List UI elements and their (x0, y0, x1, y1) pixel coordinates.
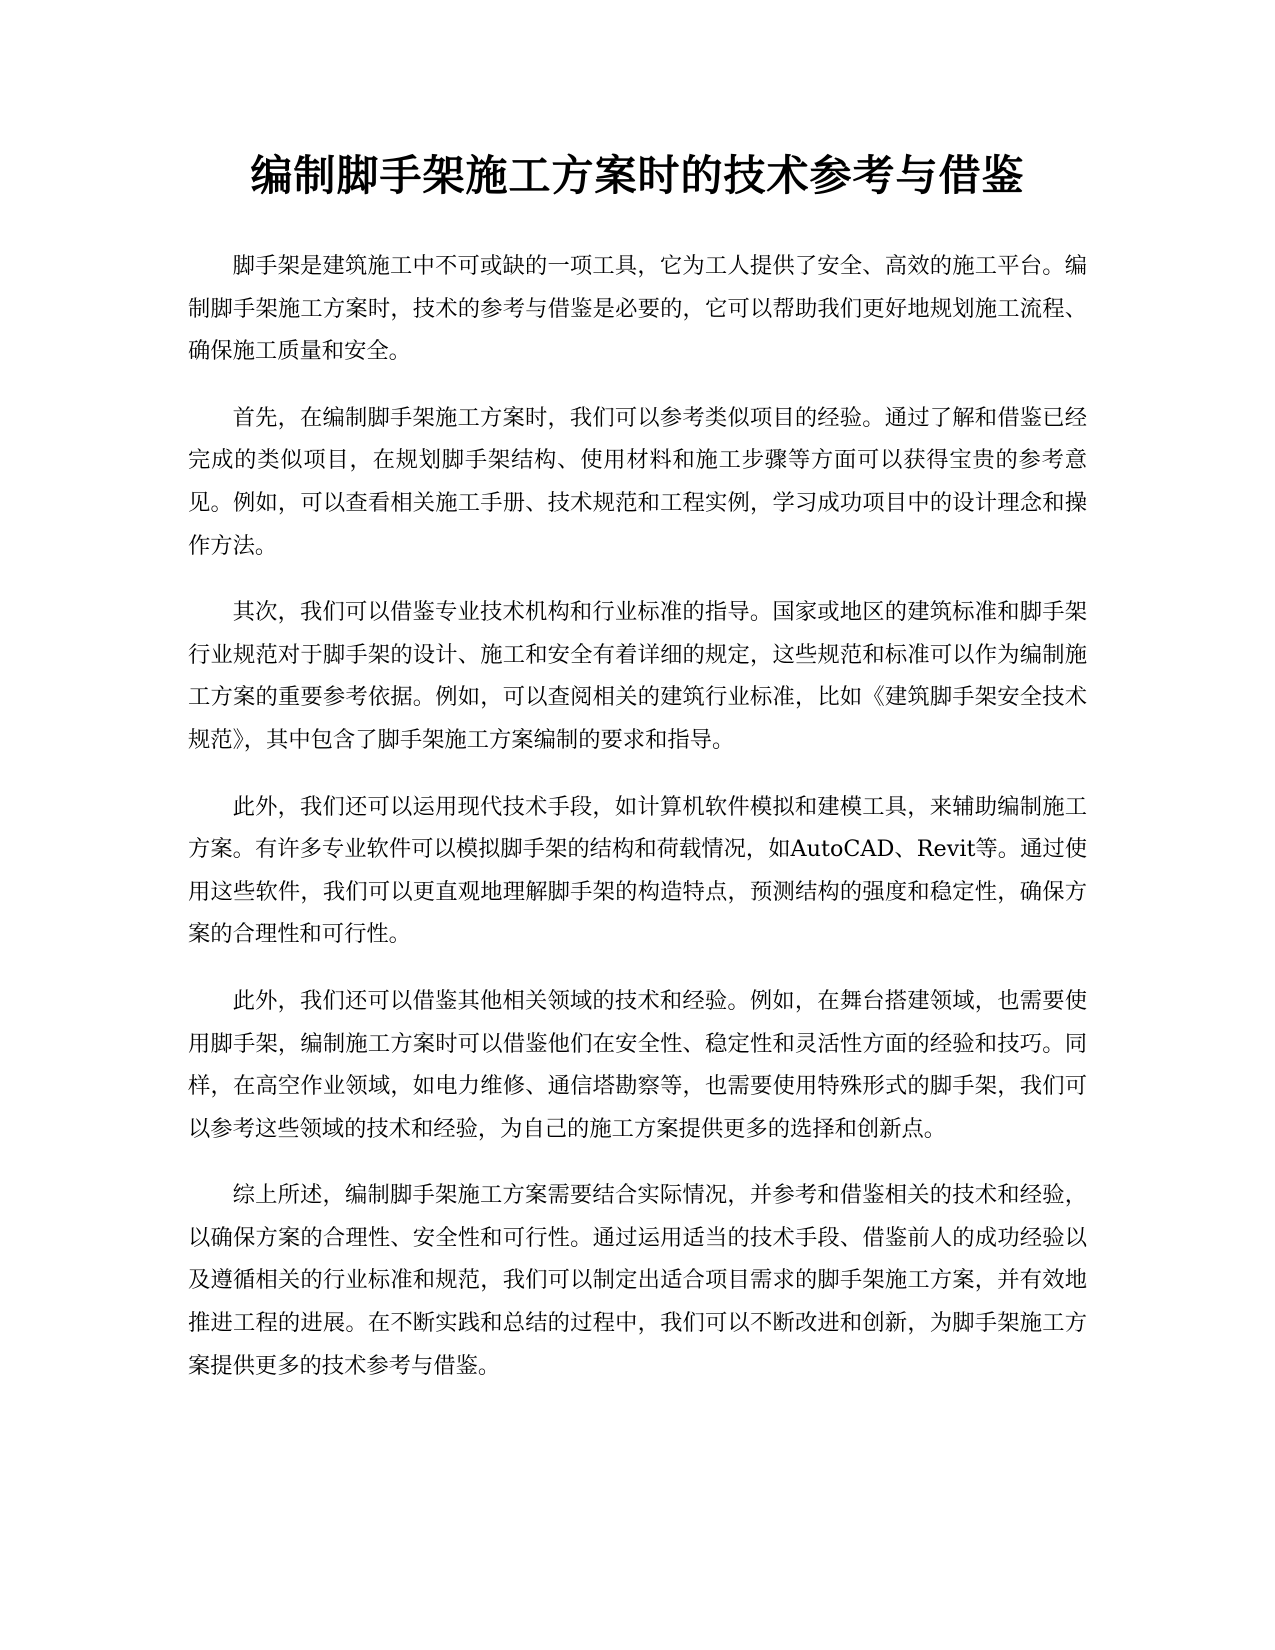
paragraph-similar-projects: 首先，在编制脚手架施工方案时，我们可以参考类似项目的经验。通过了解和借鉴已经完成的类似项目，在规划脚手架结构、使用材料和施工步骤等方面可以获得宝贵的参考意见。例如，可以查看相关施工手册、技术规范和工程实例，学习成功项目中的设计理念和操作方法。 (188, 404, 1087, 559)
paragraph-conclusion: 综上所述，编制脚手架施工方案需要结合实际情况，并参考和借鉴相关的技术和经验，以确保方案的合理性、安全性和可行性。通过运用适当的技术手段、借鉴前人的成功经验以及遵循相关的行业标准和规范，我们可以制定出适合项目需求的脚手架施工方案，并有效地推进工程的进展。在不断实践和总结的过程中，我们可以不断改进和创新，为脚手架施工方案提供更多的技术参考与借鉴。 (188, 1182, 1087, 1379)
document-body (188, 245, 1087, 1411)
paragraph-industry-standards: 其次，我们可以借鉴专业技术机构和行业标准的指导。国家或地区的建筑标准和脚手架行业规范对于脚手架的设计、施工和安全有着详细的规定，这些规范和标准可以作为编制施工方案的重要参考依据。例如，可以查阅相关的建筑行业标准，比如《建筑脚手架安全技术规范》，其中包含了脚手架施工方案编制的要求和指导。 (188, 599, 1087, 753)
document-title: 编制脚手架施工方案时的技术参考与借鉴 (250, 151, 1025, 200)
paragraph-software-tools: 此外，我们还可以运用现代技术手段，如计算机软件模拟和建模工具，来辅助编制施工方案。有许多专业软件可以模拟脚手架的结构和荷载情况，如AutoCAD、Revit等。通过使用这些软件，我们可以更直观地理解脚手架的构造特点，预测结构的强度和稳定性，确保方案的合理性和可行性。 (188, 793, 1087, 948)
paragraph-intro: 脚手架是建筑施工中不可或缺的一项工具，它为工人提供了安全、高效的施工平台。编制脚手架施工方案时，技术的参考与借鉴是必要的，它可以帮助我们更好地规划施工流程、确保施工质量和安全。 (188, 253, 1087, 365)
paragraph-other-fields: 此外，我们还可以借鉴其他相关领域的技术和经验。例如，在舞台搭建领域，也需要使用脚手架，编制施工方案时可以借鉴他们在安全性、稳定性和灵活性方面的经验和技巧。同样，在高空作业领域，如电力维修、通信塔勘察等，也需要使用特殊形式的脚手架，我们可以参考这些领域的技术和经验，为自己的施工方案提供更多的选择和创新点。 (188, 987, 1087, 1142)
